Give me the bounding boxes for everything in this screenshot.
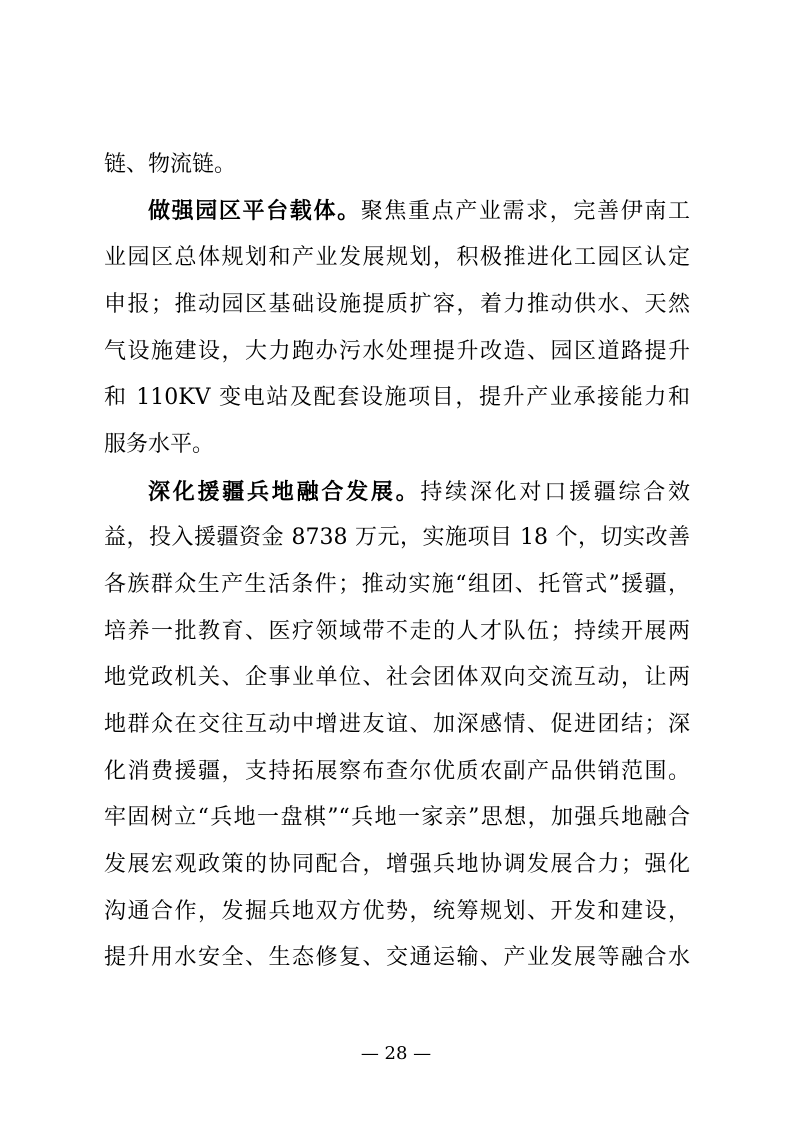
page-number: — 28 —: [360, 1043, 432, 1064]
text-line: [104, 798, 690, 838]
text-line: [104, 892, 690, 932]
paragraph-heading-line: [148, 191, 690, 231]
line-text: 申报；推动园区基础设施提质扩容，着力推动供水、天然: [104, 292, 690, 317]
text-line: [104, 752, 690, 792]
line-text: 服务水平。: [104, 432, 215, 457]
text-line: [104, 845, 690, 885]
paragraph-heading-line: [148, 472, 690, 512]
line-text: 牢固树立“兵地一盘棋”“兵地一家亲”思想，加强兵地融合: [104, 805, 690, 830]
text-line: [104, 425, 690, 465]
paragraph-heading: 做强园区平台载体。: [148, 198, 361, 224]
paragraph-text: 持续深化对口援疆综合效: [420, 480, 690, 505]
text-line: [104, 238, 690, 278]
line-text: 培养一批教育、医疗领域带不走的人才队伍；持续开展两: [104, 619, 690, 644]
line-text: 益，投入援疆资金 8738 万元，实施项目 18 个，切实改善: [104, 525, 690, 550]
line-text: 和 110KV 变电站及配套设施项目，提升产业承接能力和: [104, 385, 690, 410]
text-line: [104, 705, 690, 745]
line-text: 链、物流链。: [104, 152, 237, 177]
line-text: 地群众在交往互动中增进友谊、加深感情、促进团结；深: [104, 712, 690, 737]
text-line: [104, 938, 690, 978]
paragraph-text: 聚焦重点产业需求，完善伊南工: [360, 199, 690, 224]
line-text: 各族群众生产生活条件；推动实施“组团、托管式”援疆，: [104, 572, 690, 597]
text-line: [104, 332, 690, 372]
line-text: 业园区总体规划和产业发展规划，积极推进化工园区认定: [104, 245, 690, 270]
line-text: 气设施建设，大力跑办污水处理提升改造、园区道路提升: [104, 339, 690, 364]
text-line: [104, 518, 690, 558]
text-line: [104, 285, 690, 325]
line-text: 提升用水安全、生态修复、交通运输、产业发展等融合水: [104, 945, 690, 970]
line-text: 化消费援疆，支持拓展察布查尔优质农副产品供销范围。: [104, 759, 690, 784]
line-text: 沟通合作，发掘兵地双方优势，统筹规划、开发和建设，: [104, 899, 690, 924]
paragraph-heading: 深化援疆兵地融合发展。: [148, 479, 421, 505]
text-line: [104, 658, 690, 698]
text-line: [104, 565, 690, 605]
text-line: [104, 612, 690, 652]
text-line: [104, 145, 690, 185]
text-line: [104, 378, 690, 418]
line-text: 地党政机关、企事业单位、社会团体双向交流互动，让两: [104, 665, 690, 690]
line-text: 发展宏观政策的协同配合，增强兵地协调发展合力；强化: [104, 852, 690, 877]
